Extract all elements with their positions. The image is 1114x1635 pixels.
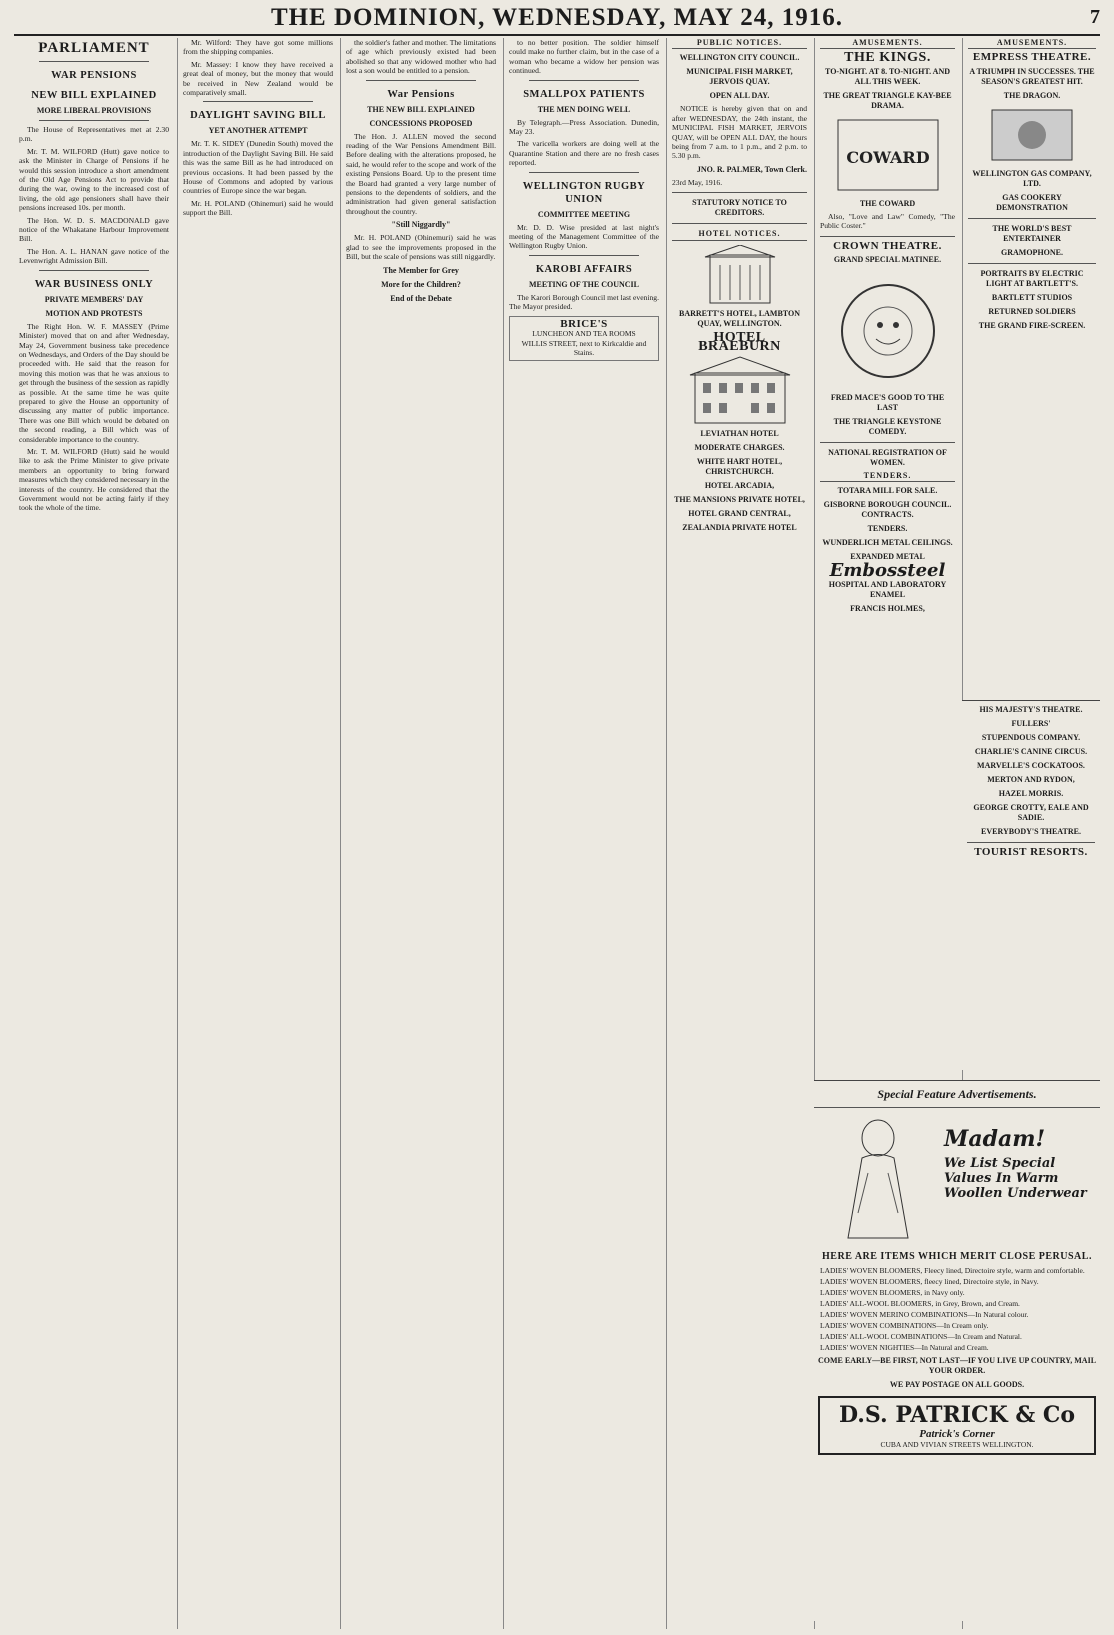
hotel-barretts: BARRETT'S HOTEL, LAMBTON QUAY, WELLINGTON. [679, 308, 800, 328]
notice-signature: JNO. R. PALMER, Town Clerk. [696, 164, 807, 174]
article-text: the soldier's father and mother. The limitations of age which previously existed had been abolished so that any widowed mother who had lost a son would be entitled to a pension. [346, 38, 496, 76]
svg-text:COWARD: COWARD [845, 147, 930, 167]
list-item: LADIES' WOVEN BLOOMERS, fleecy lined, Directoire style, in Navy. [820, 1277, 1039, 1286]
totara-mill: TOTARA MILL FOR SALE. [837, 486, 938, 496]
his-majesty-block [962, 700, 1100, 1070]
patrick-name: D.S. PATRICK & Co [838, 1402, 1076, 1428]
hm-hazel: HAZEL MORRIS. [998, 789, 1064, 798]
gas-cookery: GAS COOKERY DEMONSTRATION [996, 192, 1068, 212]
heading-liberal: MORE LIBERAL PROVISIONS [36, 106, 152, 115]
heading-war-pensions: WAR PENSIONS [51, 70, 137, 81]
hm-crotty: GEORGE CROTTY, EALE AND SADIE. [973, 803, 1089, 822]
article-text: The varicella workers are doing well at the Quarantine Station and there are no fresh cases reported. [509, 139, 659, 168]
heading-smallpox: SMALLPOX PATIENTS [523, 88, 645, 100]
article-text: to no better position. The soldier himself could make no further claim, but in the case of a woman who became a widow her pension was continued. [509, 38, 659, 76]
masthead-title: THE DOMINION, WEDNESDAY, MAY 24, 1916. [270, 4, 844, 31]
notice-creditors: STATUTORY NOTICE TO CREDITORS. [692, 198, 787, 218]
here-are-items: HERE ARE ITEMS WHICH MERIT CLOSE PERUSAL. [822, 1251, 1092, 1262]
column-public-notices [666, 38, 812, 1629]
postage: WE PAY POSTAGE ON ALL GOODS. [889, 1380, 1025, 1389]
empress-illustration [987, 105, 1077, 165]
items-list [814, 1266, 1100, 1352]
amusements-head: AMUSEMENTS. [820, 38, 955, 49]
hotel-arcadia: HOTEL ARCADIA, [704, 481, 775, 491]
list-item: LADIES' ALL-WOOL COMBINATIONS—In Cream and Natural. [820, 1332, 1022, 1341]
tourist-resorts: TOURIST RESORTS. [974, 846, 1088, 858]
article-text: The Hon. W. D. S. MACDONALD gave notice of the Whakatane Harbour Improvement Bill. [19, 215, 169, 244]
we-list-title: We List Special Values In Warm Woollen Underwear [944, 1156, 1087, 1201]
column-3 [340, 38, 501, 1629]
list-item: LADIES' WOVEN BLOOMERS, Fleecy lined, Directoire style, warm and comfortable. [820, 1266, 1085, 1275]
public-notices-head: PUBLIC NOTICES. [672, 38, 807, 49]
heading-still-niggardly: "Still Niggardly" [391, 220, 451, 230]
list-item: LADIES' ALL-WOOL BLOOMERS, in Grey, Brown, and Cream. [820, 1299, 1020, 1308]
embossteel-logo: Embossteel [829, 560, 946, 582]
kings-theatre: THE KINGS. [844, 50, 931, 66]
keystone-comedy: THE TRIANGLE KEYSTONE COMEDY. [833, 417, 942, 437]
heading-parliament: PARLIAMENT [38, 40, 150, 56]
heading-children: More for the Children? [381, 279, 461, 289]
come-early: COME EARLY—BE FIRST, NOT LAST—IF YOU LIVE UP COUNTRY, MAIL YOUR ORDER. [817, 1356, 1097, 1375]
empress-dragon: THE DRAGON. [1003, 90, 1061, 100]
hotel-notices-head: HOTEL NOTICES. [672, 229, 807, 240]
fred-mace-illustration [828, 269, 948, 389]
special-banner: Special Feature Advertisements. [877, 1087, 1037, 1101]
brices-addr: WILLIS STREET, next to Kirkcaldie and Stains. [521, 338, 647, 357]
article-text: The House of Representatives met at 2.30 p.m. [19, 125, 169, 144]
braeburn-hotel-illustration [685, 355, 795, 425]
list-item: LADIES' WOVEN COMBINATIONS—In Cream only. [820, 1321, 989, 1330]
tenders-head: TENDERS. [820, 471, 955, 482]
article-text: The Karori Borough Council met last evening. The Mayor presided. [509, 292, 659, 312]
notice-text: NOTICE is hereby given that on and after WEDNESDAY, the 24th instant, the MUNICIPAL FISH MARKET, JERVOIS QUAY, will be OPEN ALL DAY, the hours being from 7 a.m. to 1 p.m., and 2 p.m. to 5.30 p.m. [672, 104, 807, 161]
heading-council: MEETING OF THE COUNCIL [528, 279, 639, 289]
list-item: LADIES' WOVEN BLOOMERS, in Navy only. [820, 1288, 965, 1297]
notice-council: WELLINGTON CITY COUNCIL. [679, 53, 800, 63]
heading-new-bill: NEW BILL EXPLAINED [31, 90, 157, 101]
gas-company: WELLINGTON GAS COMPANY, LTD. [972, 168, 1092, 188]
page-number: 7 [1090, 6, 1100, 28]
hotel-grand-central: HOTEL GRAND CENTRAL, [688, 509, 791, 519]
hm-everybodys: EVERYBODY'S THEATRE. [981, 827, 1081, 836]
hm-circus: CHARLIE'S CANINE CIRCUS. [974, 747, 1088, 756]
masthead [14, 4, 1100, 36]
article-text: Mr. H. POLAND (Ohinemuri) said he would support the Bill. [183, 198, 333, 218]
heading-private-members: PRIVATE MEMBERS' DAY [44, 294, 144, 304]
brices-sub: LUNCHEON AND TEA ROOMS [532, 329, 636, 339]
article-text: Mr. Wilford: They have got some millions from the shipping companies. [183, 38, 333, 57]
tenders-2: TENDERS. [867, 524, 908, 534]
hotel-zealandia: ZEALANDIA PRIVATE HOTEL [682, 523, 797, 533]
kings-tonight: TO-NIGHT. AT 8. TO-NIGHT. AND ALL THIS WEEK. [825, 66, 950, 86]
article-text: The Hon. J. ALLEN moved the second reading of the War Pensions Amendment Bill. Before dealing with the alterations proposed, he said, he would refer to the scope and work of the existing Pensions Board. Up to the present time the Board had granted a very large number of pensions to the dependents of soldiers, and the administration had given general satisfaction throughout the country. [346, 131, 496, 216]
fire-screen: THE GRAND FIRE-SCREEN. [978, 320, 1086, 330]
notice-date: 23rd May, 1916. [672, 177, 723, 187]
article-text: Mr. D. D. Wise presided at last night's meeting of the Management Committee of the Wellington Rugby Union. [509, 222, 659, 251]
list-item: LADIES' WOVEN NIGHTIES—In Natural and Cream. [820, 1343, 989, 1352]
hm-cockatoos: MARVELLE'S COCKATOOS. [977, 761, 1085, 770]
hotel-braeburn: HOTEL BRAEBURN [698, 329, 781, 355]
kings-also: Also, "Love and Law" Comedy, "The Public Coster." [820, 211, 955, 231]
list-item: LADIES' WOVEN MERINO COMBINATIONS—In Natural colour. [820, 1310, 1029, 1319]
kings-drama: THE GREAT TRIANGLE KAY-BEE DRAMA. [823, 90, 952, 110]
returned-soldiers: RETURNED SOLDIERS [988, 306, 1076, 316]
heading-member-grey: The Member for Grey [383, 265, 459, 275]
gisborne-council: GISBORNE BOROUGH COUNCIL. CONTRACTS. [823, 500, 952, 520]
national-registration: NATIONAL REGISTRATION OF WOMEN. [828, 448, 947, 468]
patrick-address: CUBA AND VIVIAN STREETS WELLINGTON. [880, 1440, 1034, 1449]
notice-fish-market: MUNICIPAL FISH MARKET, JERVOIS QUAY. [686, 67, 793, 87]
woman-illustration [818, 1113, 938, 1243]
expanded-metal: EXPANDED METAL [850, 552, 925, 562]
heading-rugby-union: WELLINGTON RUGBY UNION [522, 180, 646, 205]
hotel-leviathan: LEVIATHAN HOTEL [700, 429, 779, 439]
heading-daylight-saving: DAYLIGHT SAVING BILL [190, 110, 326, 122]
heading-doing-well: THE MEN DOING WELL [537, 104, 631, 114]
the-coward-illustration [833, 115, 943, 195]
heading-war-business: WAR BUSINESS ONLY [34, 278, 154, 290]
brices-title: BRICE'S [560, 317, 608, 330]
portraits: PORTRAITS BY ELECTRIC LIGHT AT BARTLETT'S. [980, 268, 1084, 288]
notice-open: OPEN ALL DAY. [709, 91, 770, 101]
hm-merton: MERTON AND RYDON, [987, 775, 1075, 784]
heading-new-bill-explained: THE NEW BILL EXPLAINED [367, 104, 475, 114]
special-feature-ad [814, 1080, 1100, 1621]
fred-mace-title: FRED MACE'S GOOD TO THE LAST [830, 393, 945, 413]
crown-matinee: GRAND SPECIAL MATINEE. [833, 255, 942, 265]
article-text: The Right Hon. W. F. MASSEY (Prime Minister) moved that on and after Wednesday, May 24, Government business take precedence on Wednesdays, and Orders of the Day should be proceeded with. He said that the reason for moving this motion was that he was anxious to get through the business of the session as rapidly as possible. At the same time he was quite prepared to give the House an opportunity of discussing any matter of public importance. There was one Bill which would be debated on the second reading, a Bill which was of considerable importance to the country. [19, 321, 169, 444]
heading-motion: MOTION AND PROTESTS [45, 308, 143, 318]
hospital-enamel: HOSPITAL AND LABORATORY ENAMEL [828, 579, 947, 599]
coward-title: THE COWARD [859, 198, 916, 208]
article-text: Mr. H. POLAND (Ohinemuri) said he was glad to see the improvements proposed in the Bill, but the scale of pensions was still niggardly. [346, 233, 496, 262]
patrick-corner: Patrick's Corner [919, 1428, 995, 1440]
heading-war-pensions-2: War Pensions [387, 88, 455, 100]
hotel-moderate: MODERATE CHARGES. [694, 443, 785, 453]
crown-theatre: CROWN THEATRE. [833, 239, 942, 252]
madam-title: Madam! [944, 1126, 1046, 1152]
wunderlich: WUNDERLICH METAL CEILINGS. [822, 538, 953, 548]
article-text: By Telegraph.—Press Association. Dunedin, May 23. [509, 117, 659, 137]
column-parliament [14, 38, 174, 1629]
gramophone: GRAMOPHONE. [1001, 247, 1063, 257]
patrick-logo [818, 1396, 1096, 1455]
bartlett-studios: BARTLETT STUDIOS [991, 292, 1073, 302]
francis-holmes: FRANCIS HOLMES, [850, 603, 925, 613]
hm-fullers: FULLERS' [1011, 719, 1051, 728]
article-text: The Hon. A. L. HANAN gave notice of the Levenwright Admission Bill. [19, 246, 169, 266]
heading-karori: KAROBI AFFAIRS [535, 263, 633, 275]
best-entertainer: THE WORLD'S BEST ENTERTAINER [992, 223, 1072, 243]
article-text: Mr. T. M. WILFORD (Hutt) gave notice to ask the Minister in Charge of Pensions if he would this session introduce a short amendment of the Old Age Pensions Act to provide that during the war, owing to the increased cost of living, the old age pensioners shall have their pensions increased 10s. per month. [19, 146, 169, 213]
hotel-mansions: THE MANSIONS PRIVATE HOTEL, [674, 495, 805, 505]
heading-another-attempt: YET ANOTHER ATTEMPT [208, 126, 308, 136]
hm-company: STUPENDOUS COMPANY. [981, 733, 1081, 742]
hm-title: HIS MAJESTY'S THEATRE. [979, 705, 1083, 714]
barretts-hotel-illustration [695, 245, 785, 305]
empress-triumph: A TRIUMPH IN SUCCESSES. THE SEASON'S GREATEST HIT. [969, 66, 1095, 86]
brices-ad [509, 316, 659, 362]
heading-end-debate: End of the Debate [390, 293, 452, 303]
article-text: Mr. T. M. WILFORD (Hutt) said he would like to ask the Prime Minister to give private members an opportunity to bring forward measures which they considered necessary in the interests of the country. He considered that the Government would not be acting fairly if they took the whole of the time. [19, 446, 169, 513]
heading-committee: COMMITTEE MEETING [537, 209, 631, 219]
article-text: Mr. Massey: I know they have received a great deal of money, but the money that would be received in New Zealand would be comparatively small. [183, 59, 333, 98]
article-text: Mr. T. K. SIDEY (Dunedin South) moved the introduction of the Daylight Saving Bill. He said this was the same Bill as he had introduced on previous occasions. It had been passed by the House of Commons and adopted by various countries of Europe since the war began. [183, 139, 333, 196]
column-2 [177, 38, 338, 1629]
heading-concessions: CONCESSIONS PROPOSED [369, 118, 473, 128]
hotel-white-hart: WHITE HART HOTEL, CHRISTCHURCH. [696, 457, 783, 477]
amusements-head-2: AMUSEMENTS. [968, 38, 1096, 49]
empress-theatre: EMPRESS THEATRE. [972, 51, 1092, 64]
column-4 [503, 38, 664, 1629]
